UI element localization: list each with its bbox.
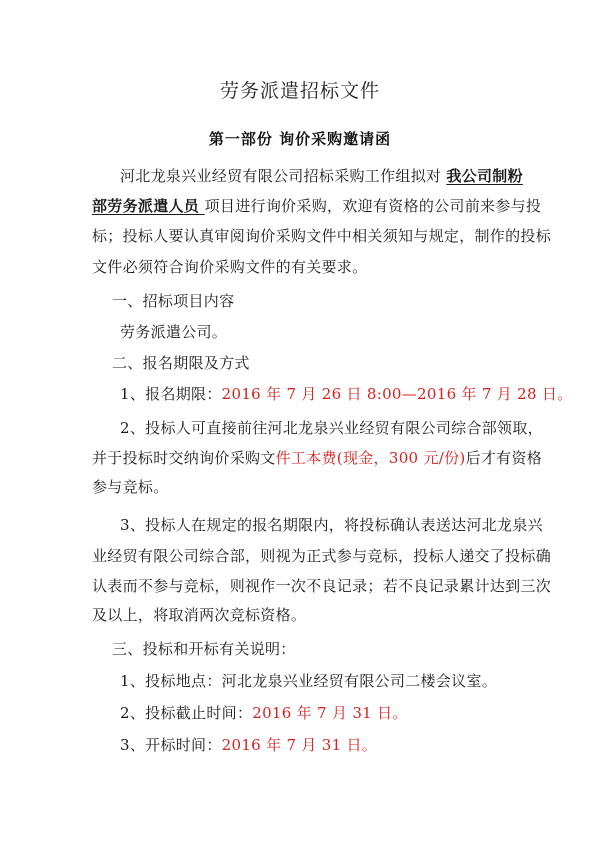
- section-heading-2: 二、报名期限及方式: [112, 354, 250, 372]
- intro-line-2: [92, 195, 541, 216]
- bid-opening-label: 3、开标时间：: [120, 736, 222, 754]
- section-part-title: 第一部份 询价采购邀请函: [208, 130, 392, 148]
- item2-text-end: 后才有资格: [465, 449, 543, 467]
- project-name-underlined-cont: 部劳务派遣人员: [92, 197, 205, 215]
- intro-line-1: [120, 165, 523, 186]
- document-fee-highlight: 件工本费(现金，300 元/份): [275, 449, 466, 467]
- item2-line-3: 参与竞标。: [92, 478, 169, 496]
- bid-location-line: 1、投标地点：河北龙泉兴业经贸有限公司二楼会议室。: [120, 672, 498, 690]
- intro-line-4: 文件必须符合询价采购文件的有关要求。: [92, 258, 368, 276]
- intro-line-3: 标；投标人要认真审阅询价采购文件中相关须知与规定，制作的投标: [92, 227, 552, 245]
- bid-deadline-label: 2、投标截止时间：: [120, 704, 253, 722]
- section-heading-3: 三、投标和开标有关说明：: [112, 640, 296, 658]
- item2-line-2: [92, 447, 542, 468]
- bid-deadline-line: [120, 702, 408, 723]
- bid-opening-value: 2016 年 7 月 31 日。: [221, 736, 378, 754]
- intro-text: 项目进行询价采购，欢迎有资格的公司前来参与投: [204, 197, 542, 215]
- item3-line-3: 认表而不参与竞标，则视作一次不良记录；若不良记录累计达到三次: [92, 577, 552, 595]
- bid-opening-line: [120, 734, 377, 755]
- section-heading-1: 一、招标项目内容: [112, 292, 235, 310]
- intro-text: 河北龙泉兴业经贸有限公司招标采购工作组拟对: [120, 167, 447, 185]
- item2-line-1: 2、投标人可直接前往河北龙泉兴业经贸有限公司综合部领取，: [120, 419, 543, 437]
- registration-period-value: 2016 年 7 月 26 日 8:00—2016 年 7 月 28 日。: [221, 385, 573, 403]
- bid-deadline-value: 2016 年 7 月 31 日。: [252, 704, 408, 722]
- item2-text: 并于投标时交纳询价采购文: [92, 449, 276, 467]
- item3-line-1: 3、投标人在规定的报名期限内，将投标确认表送达河北龙泉兴: [120, 516, 543, 534]
- document-title: 劳务派遣招标文件: [219, 80, 380, 102]
- section-1-content: 劳务派遣公司。: [120, 323, 228, 341]
- item3-line-2: 业经贸有限公司综合部，则视为正式参与竞标，投标人递交了投标确: [92, 547, 552, 565]
- registration-period-label: 1、报名期限：: [120, 385, 222, 403]
- project-name-underlined: 我公司制粉: [446, 167, 523, 185]
- registration-period-line: [120, 383, 573, 404]
- item3-line-4: 及以上，将取消两次竞标资格。: [92, 606, 307, 624]
